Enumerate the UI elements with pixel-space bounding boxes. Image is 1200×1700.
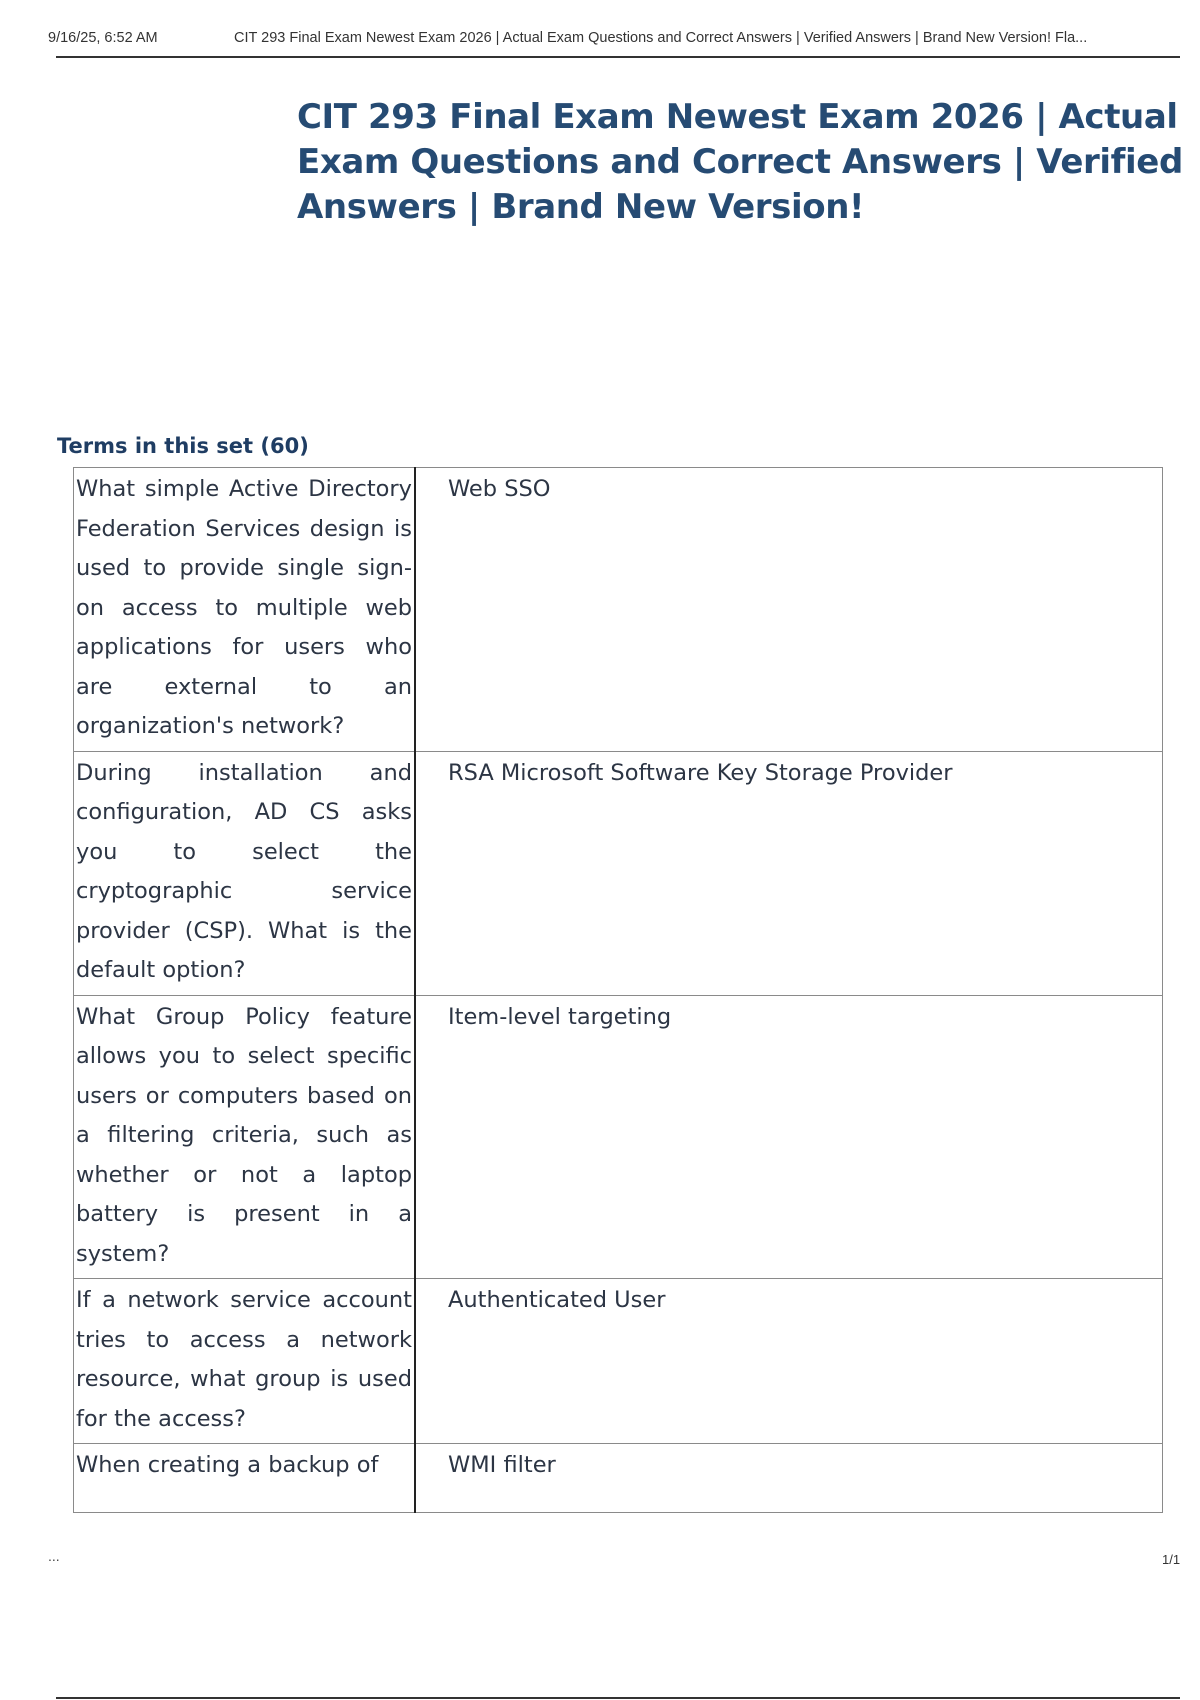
table-row <box>74 468 1163 752</box>
print-header <box>48 30 1178 46</box>
table-row <box>74 751 1163 995</box>
term-cell: What simple Active Directory Federation Services design is used to provide single sign-on access to multiple web applications for users who are external to an organization's network? <box>74 468 416 752</box>
term-cell: What Group Policy feature allows you to select specific users or computers based on a filtering criteria, such as whether or not a laptop battery is present in a system? <box>74 995 416 1279</box>
table-row <box>74 995 1163 1279</box>
term-cell: During installation and configuration, AD CS asks you to select the cryptographic service provider (CSP). What is the default option? <box>74 751 416 995</box>
term-cell: If a network service account tries to access a network resource, what group is used for the access? <box>74 1279 416 1444</box>
table-row <box>74 1444 1163 1513</box>
definition-cell: WMI filter <box>415 1444 1163 1513</box>
print-datetime: 9/16/25, 6:52 AM <box>48 30 158 46</box>
definition-cell: Web SSO <box>415 468 1163 752</box>
page-title: CIT 293 Final Exam Newest Exam 2026 | Actual Exam Questions and Correct Answers | Verified Answers | Brand New Version! <box>297 97 1183 227</box>
definition-cell: Authenticated User <box>415 1279 1163 1444</box>
page-indicator: 1/1 <box>1162 1552 1181 1567</box>
terms-table <box>73 467 1163 1513</box>
table-row <box>74 1279 1163 1444</box>
terms-heading: Terms in this set (60) <box>57 434 309 458</box>
term-cell: When creating a backup of <box>74 1444 416 1513</box>
bottom-divider <box>56 1697 1180 1699</box>
header-divider <box>56 56 1180 58</box>
print-document-title: CIT 293 Final Exam Newest Exam 2026 | Actual Exam Questions and Correct Answers | Verified Answers | Brand New Version! Fla... <box>234 30 1088 46</box>
definition-cell: RSA Microsoft Software Key Storage Provider <box>415 751 1163 995</box>
definition-cell: Item-level targeting <box>415 995 1163 1279</box>
footer-ellipsis: ... <box>48 1548 60 1564</box>
